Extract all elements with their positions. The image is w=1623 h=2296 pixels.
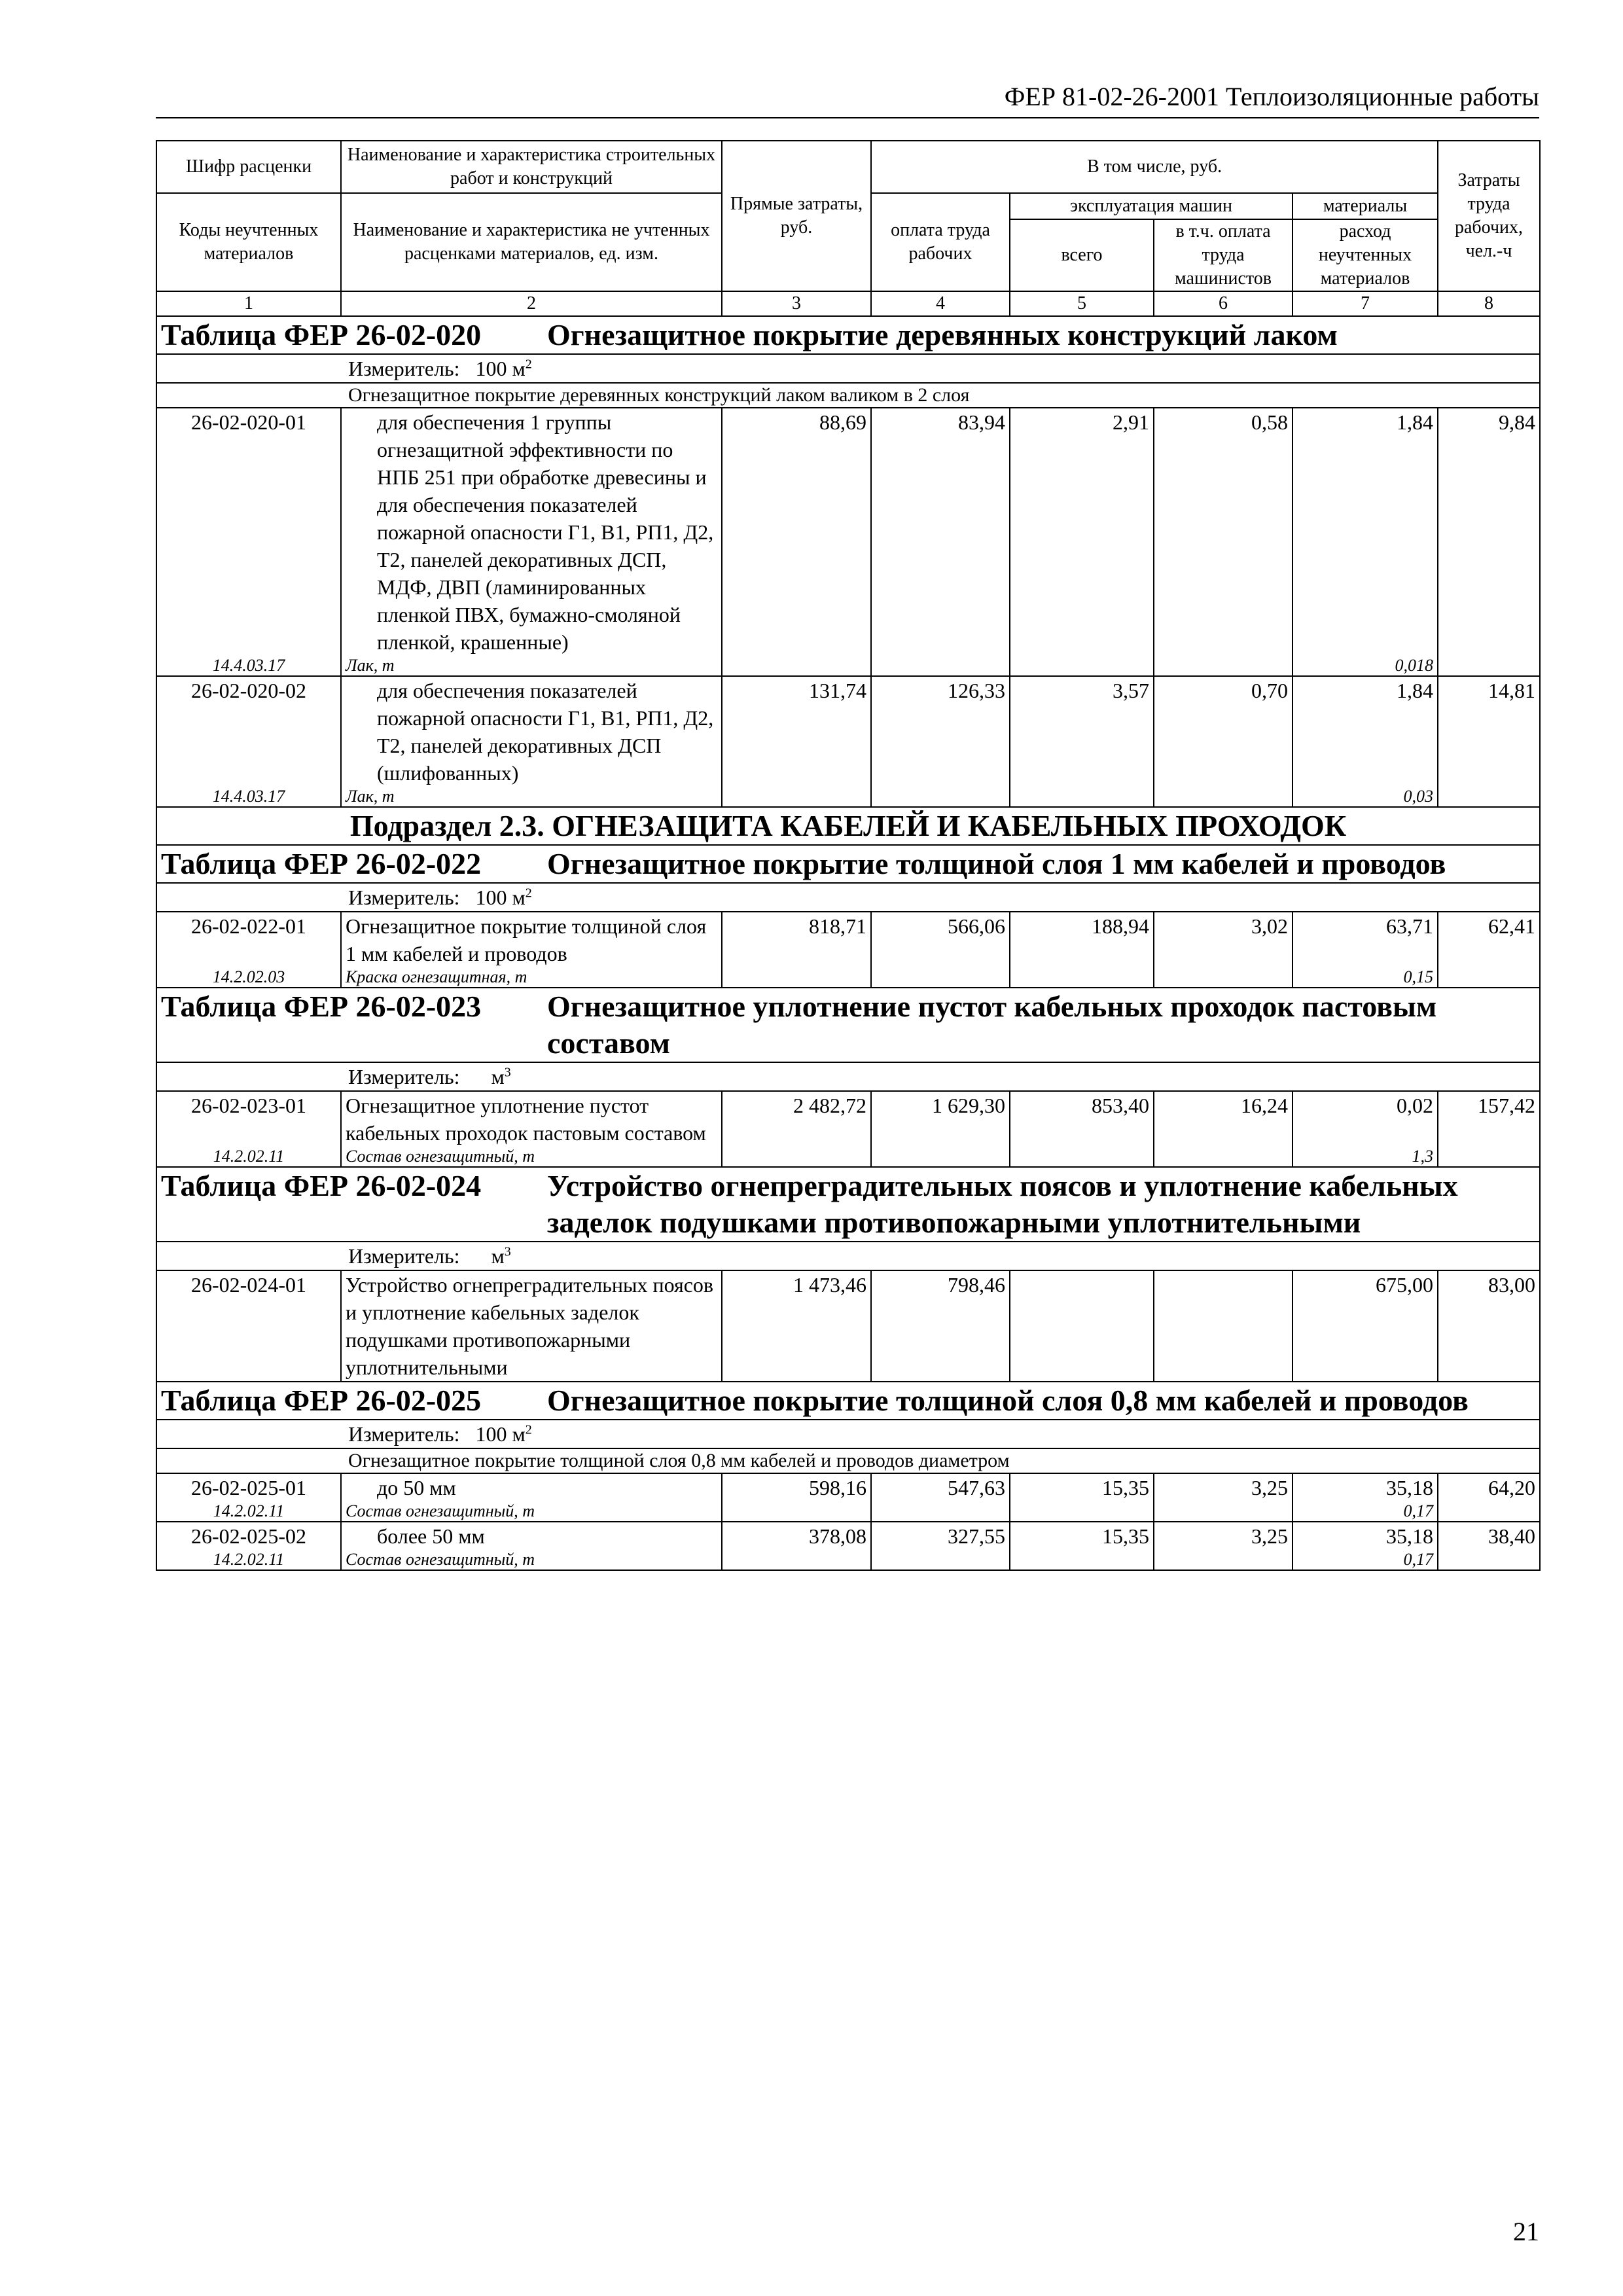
cell-machinists: 3,02	[1154, 912, 1293, 967]
col-codes: Коды неучтенных материалов	[156, 193, 341, 291]
measure-label: Измеритель:	[348, 1422, 460, 1446]
table-title-row	[156, 988, 1540, 1062]
cell-machines: 15,35	[1010, 1473, 1154, 1501]
cell-labor-pay: 327,55	[871, 1522, 1010, 1550]
col-materials: материалы	[1293, 193, 1438, 219]
cell-direct: 598,16	[722, 1473, 871, 1501]
rate-name: более 50 мм	[341, 1522, 722, 1550]
rate-name: для обеспечения 1 группы огнезащитной эффективности по НПБ 251 при обработке древесины и для обеспечения показателей пожарной опасности Г1, В1, РП1, Д2, Т2, панелей декоративных ДСП, МДФ, ДВП (ламинированных пленкой ПВХ, бумажно-смоляной пленкой, крашенные)	[341, 408, 722, 656]
cell-machines: 3,57	[1010, 676, 1154, 787]
material-value: 0,17	[1293, 1501, 1438, 1522]
material-value: 0,03	[1293, 787, 1438, 807]
material-row	[156, 1501, 1540, 1522]
material-name: Состав огнезащитный, т	[341, 1147, 722, 1167]
material-code: 14.2.02.11	[156, 1550, 341, 1570]
table-row	[156, 1522, 1540, 1550]
col-num: 2	[341, 291, 722, 316]
cell-machines	[1010, 1270, 1154, 1382]
table-row	[156, 408, 1540, 656]
cell-labor-pay: 547,63	[871, 1473, 1010, 1501]
rate-code: 26-02-025-02	[156, 1522, 341, 1550]
material-code: 14.2.02.11	[156, 1147, 341, 1167]
col-num: 4	[871, 291, 1010, 316]
material-value: 0,17	[1293, 1550, 1438, 1570]
rate-name: до 50 мм	[341, 1473, 722, 1501]
cell-labor-pay: 83,94	[871, 408, 1010, 656]
col-materials-sub: расход неучтенных материалов	[1293, 219, 1438, 291]
table-label: Таблица ФЕР 26-02-023	[161, 990, 482, 1023]
col-machines: эксплуатация машин	[1010, 193, 1293, 219]
measure-value: 100 м	[475, 357, 526, 380]
table-row	[156, 676, 1540, 787]
table-label: Таблица ФЕР 26-02-025	[161, 1384, 482, 1417]
material-row	[156, 967, 1540, 988]
note-row	[156, 383, 1540, 408]
col-num: 3	[722, 291, 871, 316]
cell-direct: 1 473,46	[722, 1270, 871, 1382]
running-header: ФЕР 81-02-26-2001 Теплоизоляционные работы	[156, 81, 1539, 118]
table-title: Устройство огнепреградительных поясов и уплотнение кабельных заделок подушками противопожарными уплотнительными	[547, 1169, 1458, 1239]
table-note: Огнезащитное покрытие толщиной слоя 0,8 мм кабелей и проводов диаметром	[156, 1448, 1540, 1473]
measure-value: 100 м	[475, 1422, 526, 1446]
material-name: Лак, т	[341, 787, 722, 807]
material-code: 14.4.03.17	[156, 656, 341, 676]
col-direct: Прямые затраты, руб.	[722, 141, 871, 291]
measure-label: Измеритель:	[348, 886, 460, 909]
col-num: 7	[1293, 291, 1438, 316]
cell-direct: 2 482,72	[722, 1091, 871, 1147]
measure-row	[156, 354, 1540, 383]
measure-label: Измеритель:	[348, 1065, 460, 1088]
measure-label: Измеритель:	[348, 1244, 460, 1268]
rate-code: 26-02-022-01	[156, 912, 341, 967]
table-row	[156, 1270, 1540, 1382]
col-shifr: Шифр расценки	[156, 141, 341, 193]
header-row-1	[156, 141, 1540, 193]
unit-exponent: 2	[525, 1422, 532, 1437]
col-name2: Наименование и характеристика не учтенных расценками материалов, ед. изм.	[341, 193, 722, 291]
material-value: 0,018	[1293, 656, 1438, 676]
price-table	[156, 140, 1541, 1571]
subsection-row	[156, 807, 1540, 845]
material-code: 14.4.03.17	[156, 787, 341, 807]
rate-code: 26-02-024-01	[156, 1270, 341, 1382]
rate-name: для обеспечения показателей пожарной опасности Г1, В1, РП1, Д2, Т2, панелей декоративных ДСП (шлифованных)	[341, 676, 722, 787]
cell-materials: 675,00	[1293, 1270, 1438, 1382]
table-label: Таблица ФЕР 26-02-024	[161, 1169, 482, 1202]
unit-exponent: 2	[525, 886, 532, 901]
material-code: 14.2.02.03	[156, 967, 341, 988]
cell-labor: 62,41	[1438, 912, 1540, 967]
cell-machines: 2,91	[1010, 408, 1154, 656]
table-title-row	[156, 316, 1540, 354]
material-name: Состав огнезащитный, т	[341, 1501, 722, 1522]
note-row	[156, 1448, 1540, 1473]
material-value: 0,15	[1293, 967, 1438, 988]
col-incl: В том числе, руб.	[871, 141, 1438, 193]
unit-exponent: 2	[525, 357, 532, 372]
cell-machinists: 3,25	[1154, 1473, 1293, 1501]
material-name: Лак, т	[341, 656, 722, 676]
cell-labor-pay: 126,33	[871, 676, 1010, 787]
cell-labor-pay: 798,46	[871, 1270, 1010, 1382]
measure-value: м	[491, 1244, 505, 1268]
cell-labor: 14,81	[1438, 676, 1540, 787]
cell-labor: 64,20	[1438, 1473, 1540, 1501]
col-name: Наименование и характеристика строительных работ и конструкций	[341, 141, 722, 193]
cell-machinists: 0,70	[1154, 676, 1293, 787]
cell-labor: 83,00	[1438, 1270, 1540, 1382]
col-num: 8	[1438, 291, 1540, 316]
col-labor: Затраты труда рабочих, чел.-ч	[1438, 141, 1540, 291]
col-labor-pay: оплата труда рабочих	[871, 193, 1010, 291]
rate-name: Огнезащитное уплотнение пустот кабельных проходок пастовым составом	[341, 1091, 722, 1147]
cell-machinists	[1154, 1270, 1293, 1382]
cell-direct: 818,71	[722, 912, 871, 967]
material-row	[156, 1147, 1540, 1167]
cell-direct: 131,74	[722, 676, 871, 787]
table-title-row	[156, 845, 1540, 883]
rate-name: Огнезащитное покрытие толщиной слоя 1 мм кабелей и проводов	[341, 912, 722, 967]
table-note: Огнезащитное покрытие деревянных конструкций лаком валиком в 2 слоя	[156, 383, 1540, 408]
measure-row	[156, 1062, 1540, 1091]
cell-labor-pay: 1 629,30	[871, 1091, 1010, 1147]
cell-machinists: 0,58	[1154, 408, 1293, 656]
rate-code: 26-02-025-01	[156, 1473, 341, 1501]
material-row	[156, 787, 1540, 807]
measure-label: Измеритель:	[348, 357, 460, 380]
measure-row	[156, 1420, 1540, 1448]
unit-exponent: 3	[504, 1065, 511, 1080]
cell-materials: 1,84	[1293, 408, 1438, 656]
cell-machinists: 16,24	[1154, 1091, 1293, 1147]
cell-direct: 88,69	[722, 408, 871, 656]
cell-machines: 853,40	[1010, 1091, 1154, 1147]
table-label: Таблица ФЕР 26-02-020	[161, 318, 482, 351]
page-number: 21	[1513, 2217, 1539, 2246]
measure-row	[156, 883, 1540, 912]
cell-materials: 35,18	[1293, 1522, 1438, 1550]
cell-labor: 157,42	[1438, 1091, 1540, 1147]
material-value: 1,3	[1293, 1147, 1438, 1167]
material-name: Краска огнезащитная, т	[341, 967, 722, 988]
cell-materials: 0,02	[1293, 1091, 1438, 1147]
table-title: Огнезащитное уплотнение пустот кабельных проходок пастовым составом	[547, 990, 1437, 1060]
measure-value: 100 м	[475, 886, 526, 909]
rate-code: 26-02-020-01	[156, 408, 341, 656]
material-code: 14.2.02.11	[156, 1501, 341, 1522]
table-title: Огнезащитное покрытие толщиной слоя 1 мм кабелей и проводов	[547, 847, 1446, 880]
cell-materials: 1,84	[1293, 676, 1438, 787]
rate-name: Устройство огнепреградительных поясов и уплотнение кабельных заделок подушками противопожарными уплотнительными	[341, 1270, 722, 1382]
cell-machines: 188,94	[1010, 912, 1154, 967]
col-num: 5	[1010, 291, 1154, 316]
subsection-title: Подраздел 2.3. ОГНЕЗАЩИТА КАБЕЛЕЙ И КАБЕЛЬНЫХ ПРОХОДОК	[156, 807, 1540, 845]
material-row	[156, 1550, 1540, 1570]
unit-exponent: 3	[504, 1244, 511, 1259]
column-numbers-row	[156, 291, 1540, 316]
material-row	[156, 656, 1540, 676]
table-title: Огнезащитное покрытие деревянных конструкций лаком	[547, 318, 1338, 351]
table-title: Огнезащитное покрытие толщиной слоя 0,8 мм кабелей и проводов	[547, 1384, 1469, 1417]
cell-labor: 38,40	[1438, 1522, 1540, 1550]
measure-row	[156, 1242, 1540, 1270]
measure-value: м	[491, 1065, 505, 1088]
cell-machinists: 3,25	[1154, 1522, 1293, 1550]
cell-materials: 63,71	[1293, 912, 1438, 967]
cell-labor-pay: 566,06	[871, 912, 1010, 967]
table-title-row	[156, 1382, 1540, 1420]
rate-code: 26-02-023-01	[156, 1091, 341, 1147]
table-title-row	[156, 1167, 1540, 1242]
material-name: Состав огнезащитный, т	[341, 1550, 722, 1570]
col-machines-total: всего	[1010, 219, 1154, 291]
rate-code: 26-02-020-02	[156, 676, 341, 787]
col-machinists: в т.ч. оплата труда машинистов	[1154, 219, 1293, 291]
table-row	[156, 1473, 1540, 1501]
cell-direct: 378,08	[722, 1522, 871, 1550]
table-row	[156, 912, 1540, 967]
cell-labor: 9,84	[1438, 408, 1540, 656]
table-label: Таблица ФЕР 26-02-022	[161, 847, 482, 880]
col-num: 1	[156, 291, 341, 316]
table-row	[156, 1091, 1540, 1147]
cell-materials: 35,18	[1293, 1473, 1438, 1501]
cell-machines: 15,35	[1010, 1522, 1154, 1550]
col-num: 6	[1154, 291, 1293, 316]
